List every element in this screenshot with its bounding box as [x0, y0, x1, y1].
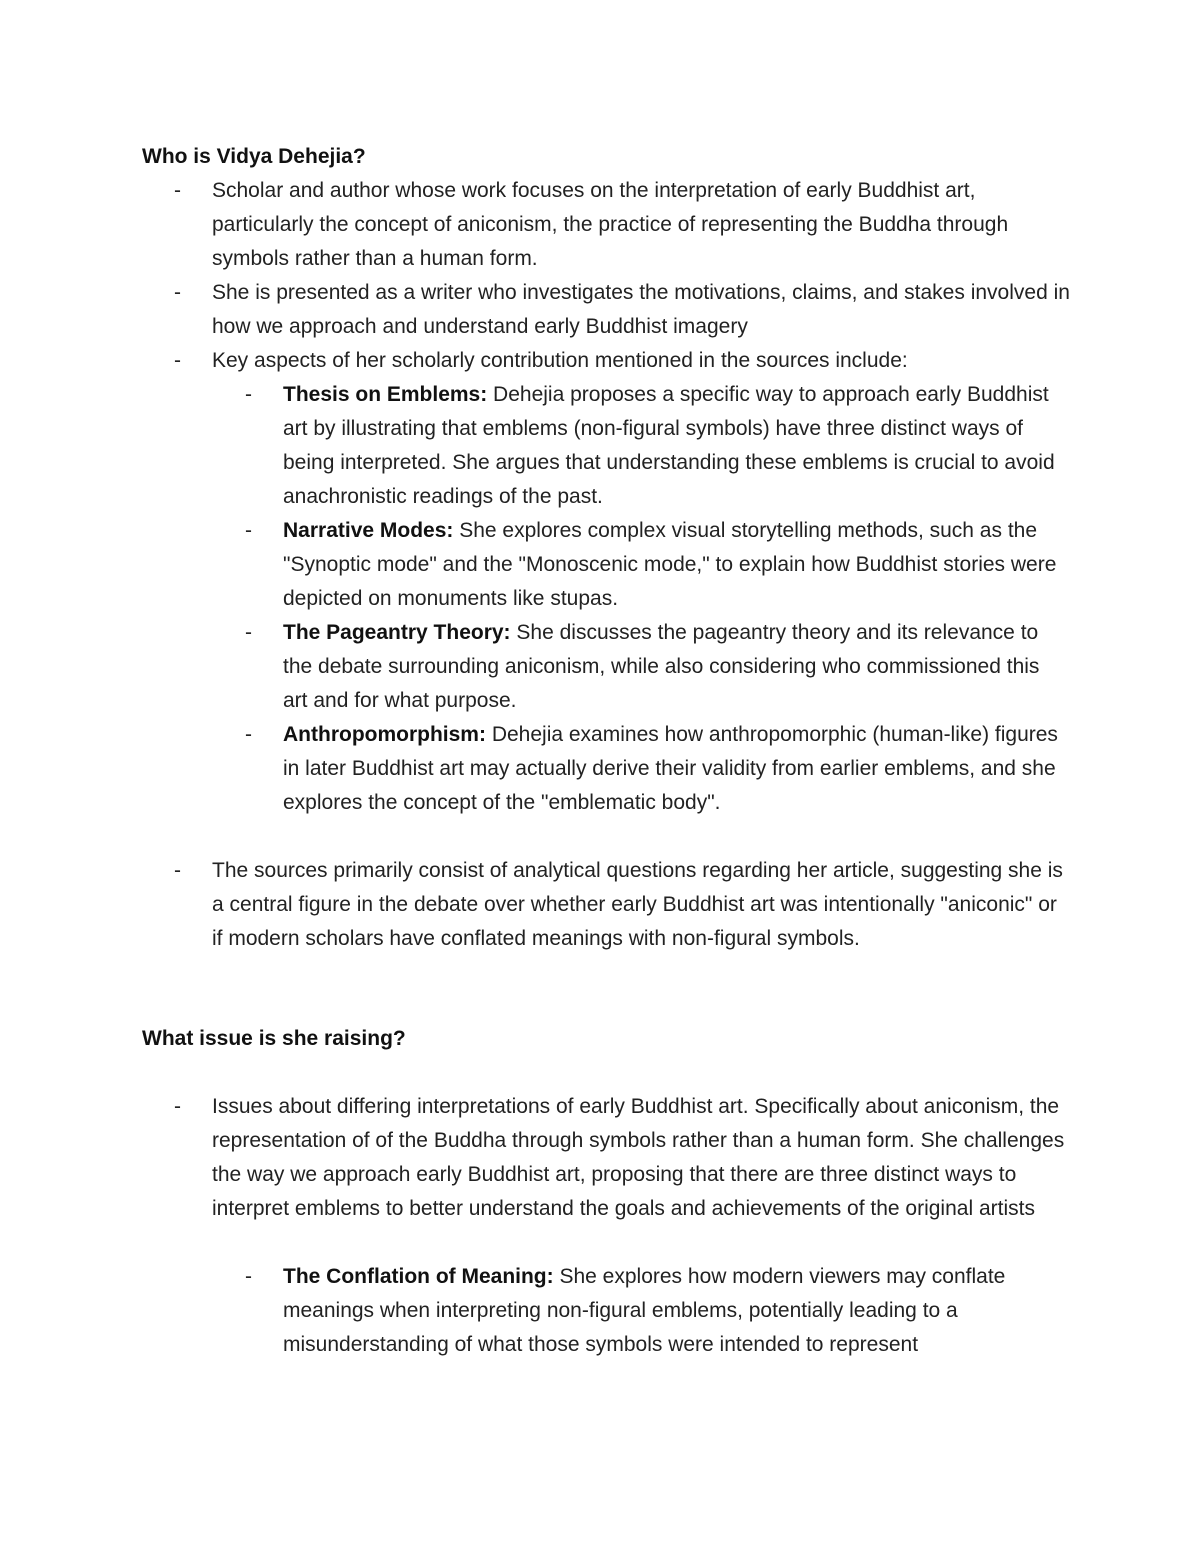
section-heading-who: Who is Vidya Dehejia?: [142, 145, 366, 168]
list-item: She is presented as a writer who investigates the motivations, claims, and stakes involved in how we approach and understand early Buddhist imagery: [212, 281, 1070, 338]
bullet-dash: -: [174, 349, 181, 372]
bullet-dash: -: [174, 179, 181, 202]
term-description: Dehejia proposes a specific way to approach early Buddhist art by illustrating that emblems (non-figural symbols) have three distinct ways of being interpreted. She argues that understanding these emblems is crucial to avoid anachronistic readings of the past.: [283, 383, 1055, 508]
bullet-dash: -: [245, 723, 252, 746]
bullet-dash: -: [174, 1095, 181, 1118]
term-label: Thesis on Emblems:: [283, 383, 488, 406]
list-item: The sources primarily consist of analytical questions regarding her article, suggesting she is a central figure in the debate over whether early Buddhist art was intentionally "aniconic" or if modern scholars have conflated meanings with non-figural symbols.: [212, 859, 1063, 950]
bullet-dash: -: [245, 621, 252, 644]
sub-list-item: [283, 718, 1063, 820]
sub-list-item: [283, 1260, 1063, 1362]
term-description: Dehejia examines how anthropomorphic (human-like) figures in later Buddhist art may actually derive their validity from earlier emblems, and she explores the concept of the "emblematic body".: [283, 723, 1058, 814]
bullet-dash: -: [174, 281, 181, 304]
term-label: Anthropomorphism:: [283, 723, 486, 746]
bullet-dash: -: [174, 859, 181, 882]
sub-list-item: [283, 378, 1063, 514]
term-label: Narrative Modes:: [283, 519, 454, 542]
term-label: The Pageantry Theory:: [283, 621, 511, 644]
list-item: Scholar and author whose work focuses on the interpretation of early Buddhist art, particularly the concept of aniconism, the practice of representing the Buddha through symbols rather than a human form.: [212, 179, 1009, 270]
term-description: She explores how modern viewers may conflate meanings when interpreting non-figural emblems, potentially leading to a misunderstanding of what those symbols were intended to represent: [283, 1265, 1006, 1356]
list-item: Key aspects of her scholarly contribution mentioned in the sources include:: [212, 349, 908, 372]
section-heading-issue: What issue is she raising?: [142, 1027, 406, 1050]
term-description: She explores complex visual storytelling methods, such as the "Synoptic mode" and the "Monoscenic mode," to explain how Buddhist stories were depicted on monuments like stupas.: [283, 519, 1057, 610]
sub-list-item: [283, 616, 1063, 718]
list-item: Issues about differing interpretations of early Buddhist art. Specifically about aniconism, the representation of of the Buddha through symbols rather than a human form. She challenges the way we approach early Buddhist art, proposing that there are three distinct ways to interpret emblems to better understand the goals and achievements of the original artists: [212, 1095, 1065, 1220]
bullet-dash: -: [245, 1265, 252, 1288]
sub-list-item: [283, 514, 1063, 616]
bullet-dash: -: [245, 519, 252, 542]
term-description: She discusses the pageantry theory and its relevance to the debate surrounding aniconism, while also considering who commissioned this art and for what purpose.: [283, 621, 1040, 712]
term-label: The Conflation of Meaning:: [283, 1265, 554, 1288]
bullet-dash: -: [245, 383, 252, 406]
